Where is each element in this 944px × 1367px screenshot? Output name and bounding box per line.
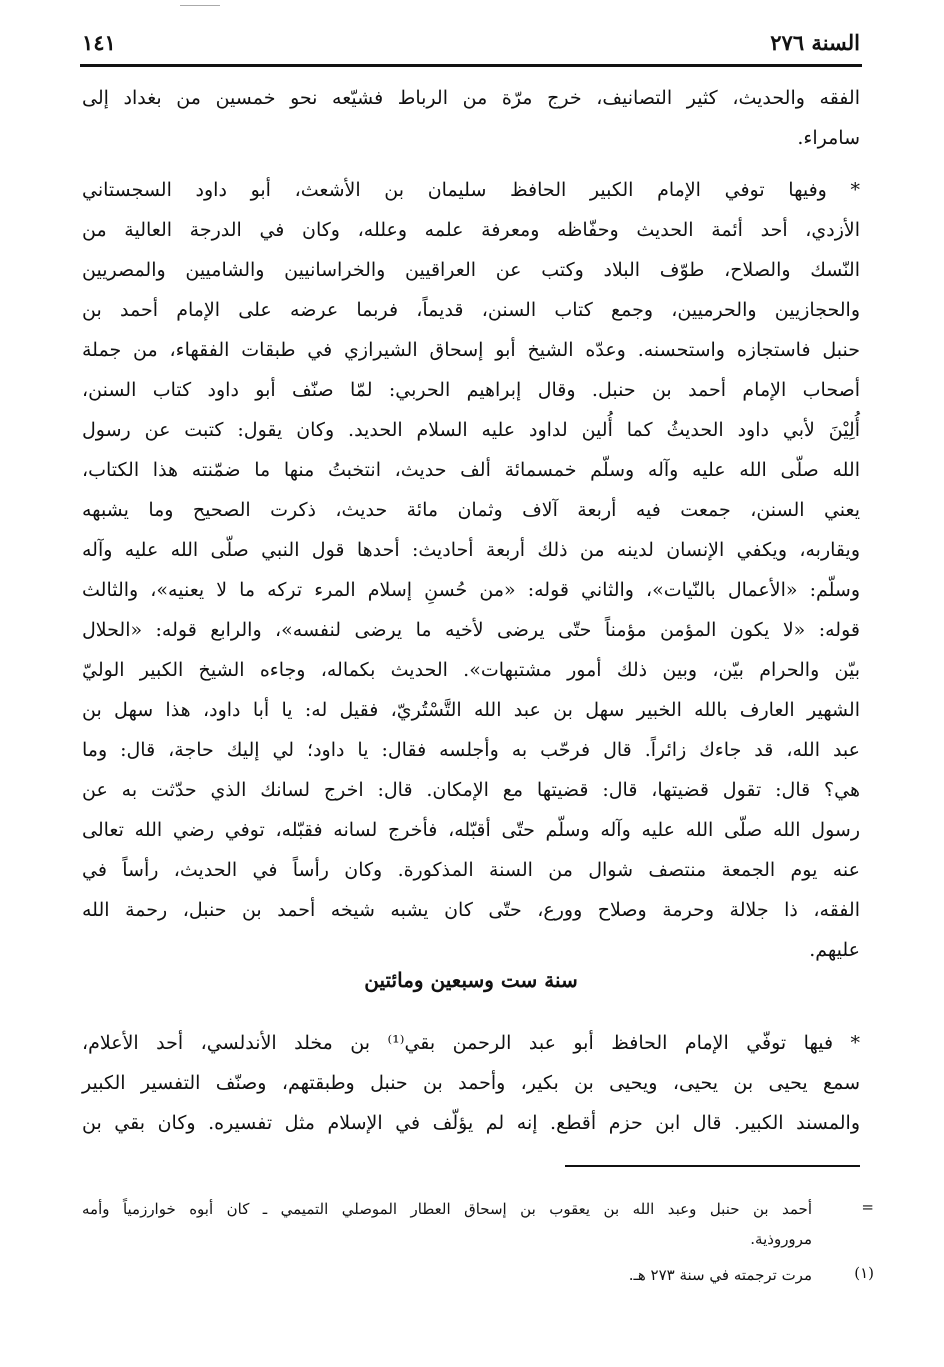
text-line: ويقاربه، ويكفي الإنسان لدينه من ذلك أربعة أحاديث: أحدها قول النبي صلّى الله عليه وآله <box>82 539 860 561</box>
text-line: عليهم. <box>809 939 860 961</box>
footnote-line: مروروذية. <box>750 1230 812 1248</box>
text-line: النّسك والصلاح، طوّف البلاد وكتب عن العراقيين والخراسانيين والشاميين والمصريين <box>82 259 860 281</box>
text-line: * فيها توفّي الإمام الحافظ أبو عبد الرحمن بقي⁽¹⁾ بن مخلد الأندلسي، أحد الأعلام، <box>82 1032 860 1054</box>
footnote-1-mark: (١) <box>854 1264 874 1282</box>
text-line: بيّن والحرام بيّن، وبين ذلك أمور مشتبهات». الحديث بكماله، وجاءه الشيخ الكبير الوليّ <box>82 659 860 681</box>
text-line: قوله: «لا يكون المؤمن مؤمناً حتّى يرضى لأخيه ما يرضى لنفسه»، والرابع قوله: «الحلال <box>82 619 860 641</box>
text-line: الشهير العارف بالله الخبير سهل بن عبد الله التَّسْتُريّ، فقيل له: يا أبا داود، هذا سهل بن <box>82 699 860 721</box>
scan-artifact <box>180 5 220 6</box>
text-line: أُلِيْنَ لأبي داود الحديثُ كما أُلين لداود عليه السلام الحديد. وكان يقول: كتبت عن رسول <box>82 419 860 441</box>
text-line: حنبل فاستجازه واستحسنه. وعدّه الشيخ أبو إسحاق الشيرازي في طبقات الفقهاء، من جملة <box>82 339 860 361</box>
text-line: يعني السنن، جمعت فيه أربعة آلاف وثمان مائة حديث، ذكرت الصحيح وما يشبهه <box>82 499 860 521</box>
text-line: وسلّم: «الأعمال بالنّيات»، والثاني قوله: «من حُسنِ إسلام المرء تركه ما لا يعنيه»، والثالث <box>82 579 860 601</box>
header-rule <box>80 64 862 67</box>
section-heading: سنة ست وسبعين ومائتين <box>364 968 578 992</box>
text-line: هي؟ قال: تقول قضيتها، قال: قضيتها مع الإمكان. قال: اخرج لسانك الذي حدّثت به عن <box>82 779 860 801</box>
text-line: رسول الله صلّى الله عليه وآله وسلّم حتّى أقبّله، فأخرج لسانه فقبّله، توفي رضي الله تعالى <box>82 819 860 841</box>
text-line: الأزدي، أحد أئمة الحديث وحفّاظه ومعرفة علمه وعلله، وكان في الدرجة العالية من <box>82 219 860 241</box>
text-line: سمع يحيى بن يحيى، ويحيى بن بكير، وأحمد بن حنبل وطبقتهم، وصنّف التفسير الكبير <box>82 1072 860 1094</box>
text-line: عنه يوم الجمعة منتصف شوال من السنة المذكورة. وكان رأساً في الحديث، رأساً في <box>82 859 860 881</box>
page-number: ١٤١ <box>82 30 116 55</box>
footnote-rule <box>565 1165 860 1167</box>
text-line: أصحاب الإمام أحمد بن حنبل. وقال إبراهيم الحربي: لمّا صنّف أبو داود كتاب السنن، <box>82 379 860 401</box>
text-line: سامراء. <box>797 127 860 149</box>
text-line: والمسند الكبير. قال ابن حزم أقطع. إنه لم يؤلّف في الإسلام مثل تفسيره. وكان بقي بن <box>82 1112 860 1134</box>
footnote-continuation-mark: = <box>861 1198 874 1216</box>
text-line: * وفيها توفي الإمام الكبير الحافظ سليمان بن الأشعث، أبو داود السجستاني <box>82 179 860 201</box>
text-line: الفقه، ذا جلالة وحرمة وصلاح وورع، حتّى كان يشبه شيخه أحمد بن حنبل، رحمة الله <box>82 899 860 921</box>
footnote-line: أحمد بن حنبل وعبد الله بن يعقوب بن إسحاق العطار الموصلي التميمي ـ كان أبوه خوارزمياً وأمه <box>82 1200 812 1218</box>
footnote-1-text: مرت ترجمته في سنة ٢٧٣ هـ. <box>628 1266 812 1284</box>
text-line: الله صلّى الله عليه وآله وسلّم خمسمائة ألف حديث، انتخبتُ منها ما ضمّنته هذا الكتاب، <box>82 459 860 481</box>
text-line: الفقه والحديث، كثير التصانيف، خرج مرّة من الرباط فشيّعه نحو خمسين من بغداد إلى <box>82 87 860 109</box>
running-title: السنة ٢٧٦ <box>770 30 860 55</box>
text-line: والحجازيين والحرميين، وجمع كتاب السنن، قديماً، فربما عرضه على الإمام أحمد بن <box>82 299 860 321</box>
text-line: عبد الله، قد جاءك زائراً. قال فرحّب به وأجلسه فقال: يا داود؛ لي إليك حاجة، قال: وما <box>82 739 860 761</box>
